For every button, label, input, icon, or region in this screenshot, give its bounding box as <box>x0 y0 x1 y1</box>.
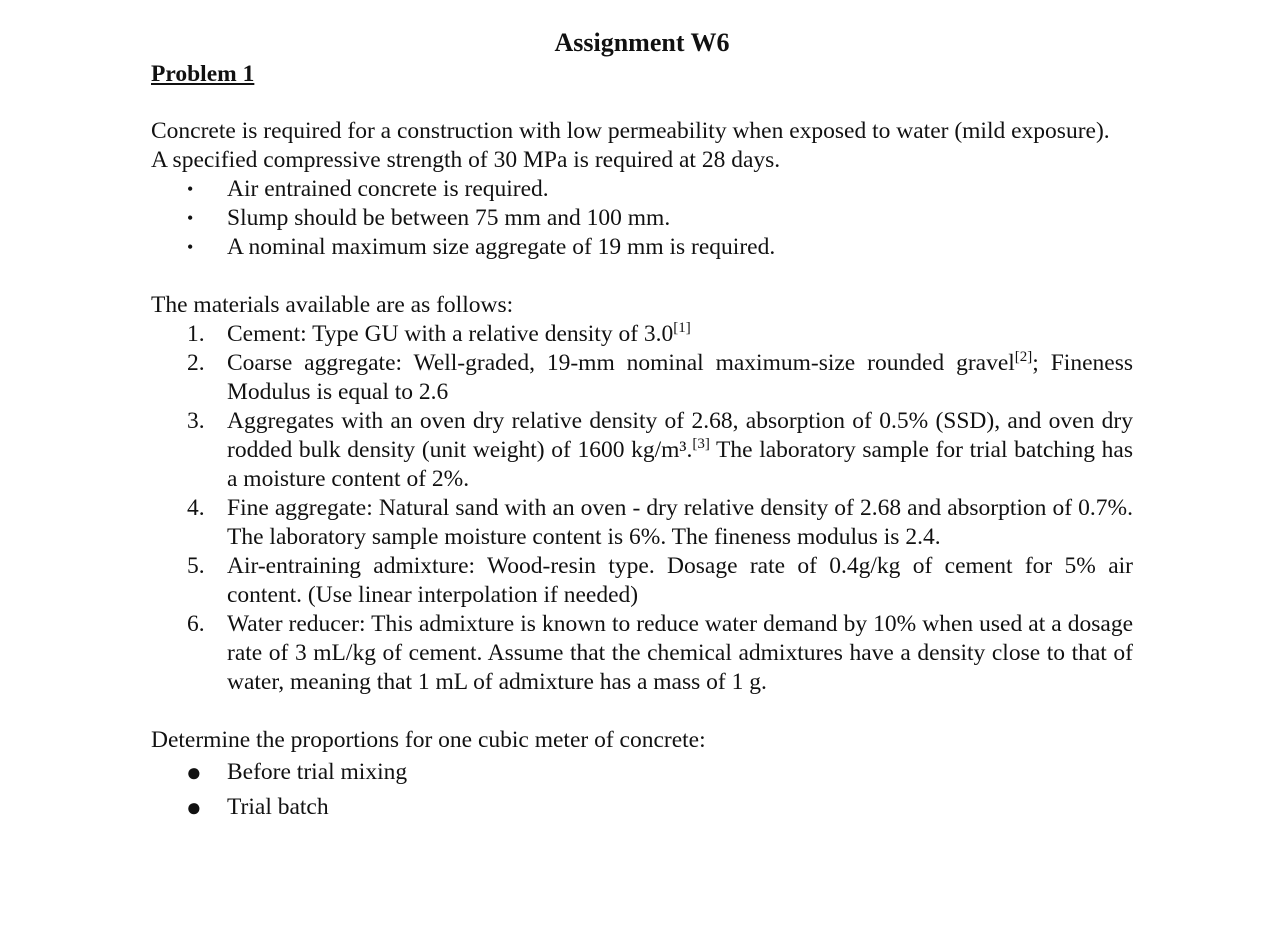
tasks-list <box>151 755 1133 825</box>
task-text: Trial batch <box>227 794 329 820</box>
bullet-icon: • <box>187 179 194 199</box>
spacer <box>151 262 1133 291</box>
list-item <box>151 204 1133 233</box>
document-page <box>151 26 1133 825</box>
bullet-icon: ● <box>186 758 202 787</box>
material-text: Air-entraining admixture: Wood-resin type. Dosage rate of 0.4g/kg of cement for 5% air content. (Use linear interpolation if needed) <box>227 553 1133 608</box>
list-item <box>151 233 1133 262</box>
intro-paragraph-2: A specified compressive strength of 30 MPa is required at 28 days. <box>151 147 781 173</box>
material-text: Aggregates with an oven dry relative density of 2.68, absorption of 0.5% (SSD), and oven dry rodded bulk density (unit weight) of 1600 kg/m³. <box>227 408 1133 463</box>
bullet-icon: ● <box>186 793 202 822</box>
material-text: Water reducer: This admixture is known to reduce water demand by 10% when used at a dosage rate of 3 mL/kg of cement. Assume that the chemical admixtures have a density close to that of water, meaning that 1 mL of admixture has a mass of 1 g. <box>227 611 1133 695</box>
list-number: 4. <box>187 495 205 521</box>
bullet-icon: • <box>187 208 194 228</box>
citation-link[interactable]: [3] <box>692 436 710 453</box>
problem-heading: Problem 1 <box>151 61 255 87</box>
list-item <box>151 755 1133 790</box>
list-item <box>151 407 1133 494</box>
spacer <box>151 88 1133 117</box>
page-title: Assignment W6 <box>554 28 730 57</box>
material-text: Coarse aggregate: Well-graded, 19-mm nominal maximum-size rounded gravel <box>227 350 1015 376</box>
citation-link[interactable]: [1] <box>673 320 691 337</box>
list-number: 3. <box>187 408 205 434</box>
determine-paragraph: Determine the proportions for one cubic meter of concrete: <box>151 727 706 753</box>
list-item <box>151 175 1133 204</box>
list-item <box>151 610 1133 697</box>
material-text-after: The laboratory sample for trial batching has a moisture content of 2%. <box>227 437 1133 492</box>
material-text: Cement: Type GU with a relative density of 3.0 <box>227 321 674 347</box>
material-text: Fine aggregate: Natural sand with an oven - dry relative density of 2.68 and absorption of 0.7%. The laboratory sample moisture content is 6%. The fineness modulus is 2.4. <box>227 495 1133 550</box>
intro-paragraph-1: Concrete is required for a construction with low permeability when exposed to water (mild exposure). <box>151 118 1110 144</box>
list-item <box>151 349 1133 407</box>
list-number: 5. <box>187 553 205 579</box>
citation-link[interactable]: [2] <box>1014 349 1033 366</box>
list-number: 6. <box>187 611 205 637</box>
list-number: 1. <box>187 321 205 347</box>
list-item <box>151 320 1133 349</box>
material-text-after: ; Fineness Modulus is equal to 2.6 <box>227 350 1133 405</box>
requirement-text: Slump should be between 75 mm and 100 mm. <box>227 205 671 231</box>
list-number: 2. <box>187 350 205 376</box>
materials-list <box>151 320 1133 697</box>
requirements-list <box>151 175 1133 262</box>
list-item <box>151 494 1133 552</box>
list-item <box>151 552 1133 610</box>
task-text: Before trial mixing <box>227 759 408 785</box>
materials-intro: The materials available are as follows: <box>151 292 514 318</box>
requirement-text: Air entrained concrete is required. <box>227 176 549 202</box>
list-item <box>151 790 1133 825</box>
requirement-text: A nominal maximum size aggregate of 19 mm is required. <box>227 234 776 260</box>
spacer <box>151 697 1133 726</box>
bullet-icon: • <box>187 237 194 257</box>
